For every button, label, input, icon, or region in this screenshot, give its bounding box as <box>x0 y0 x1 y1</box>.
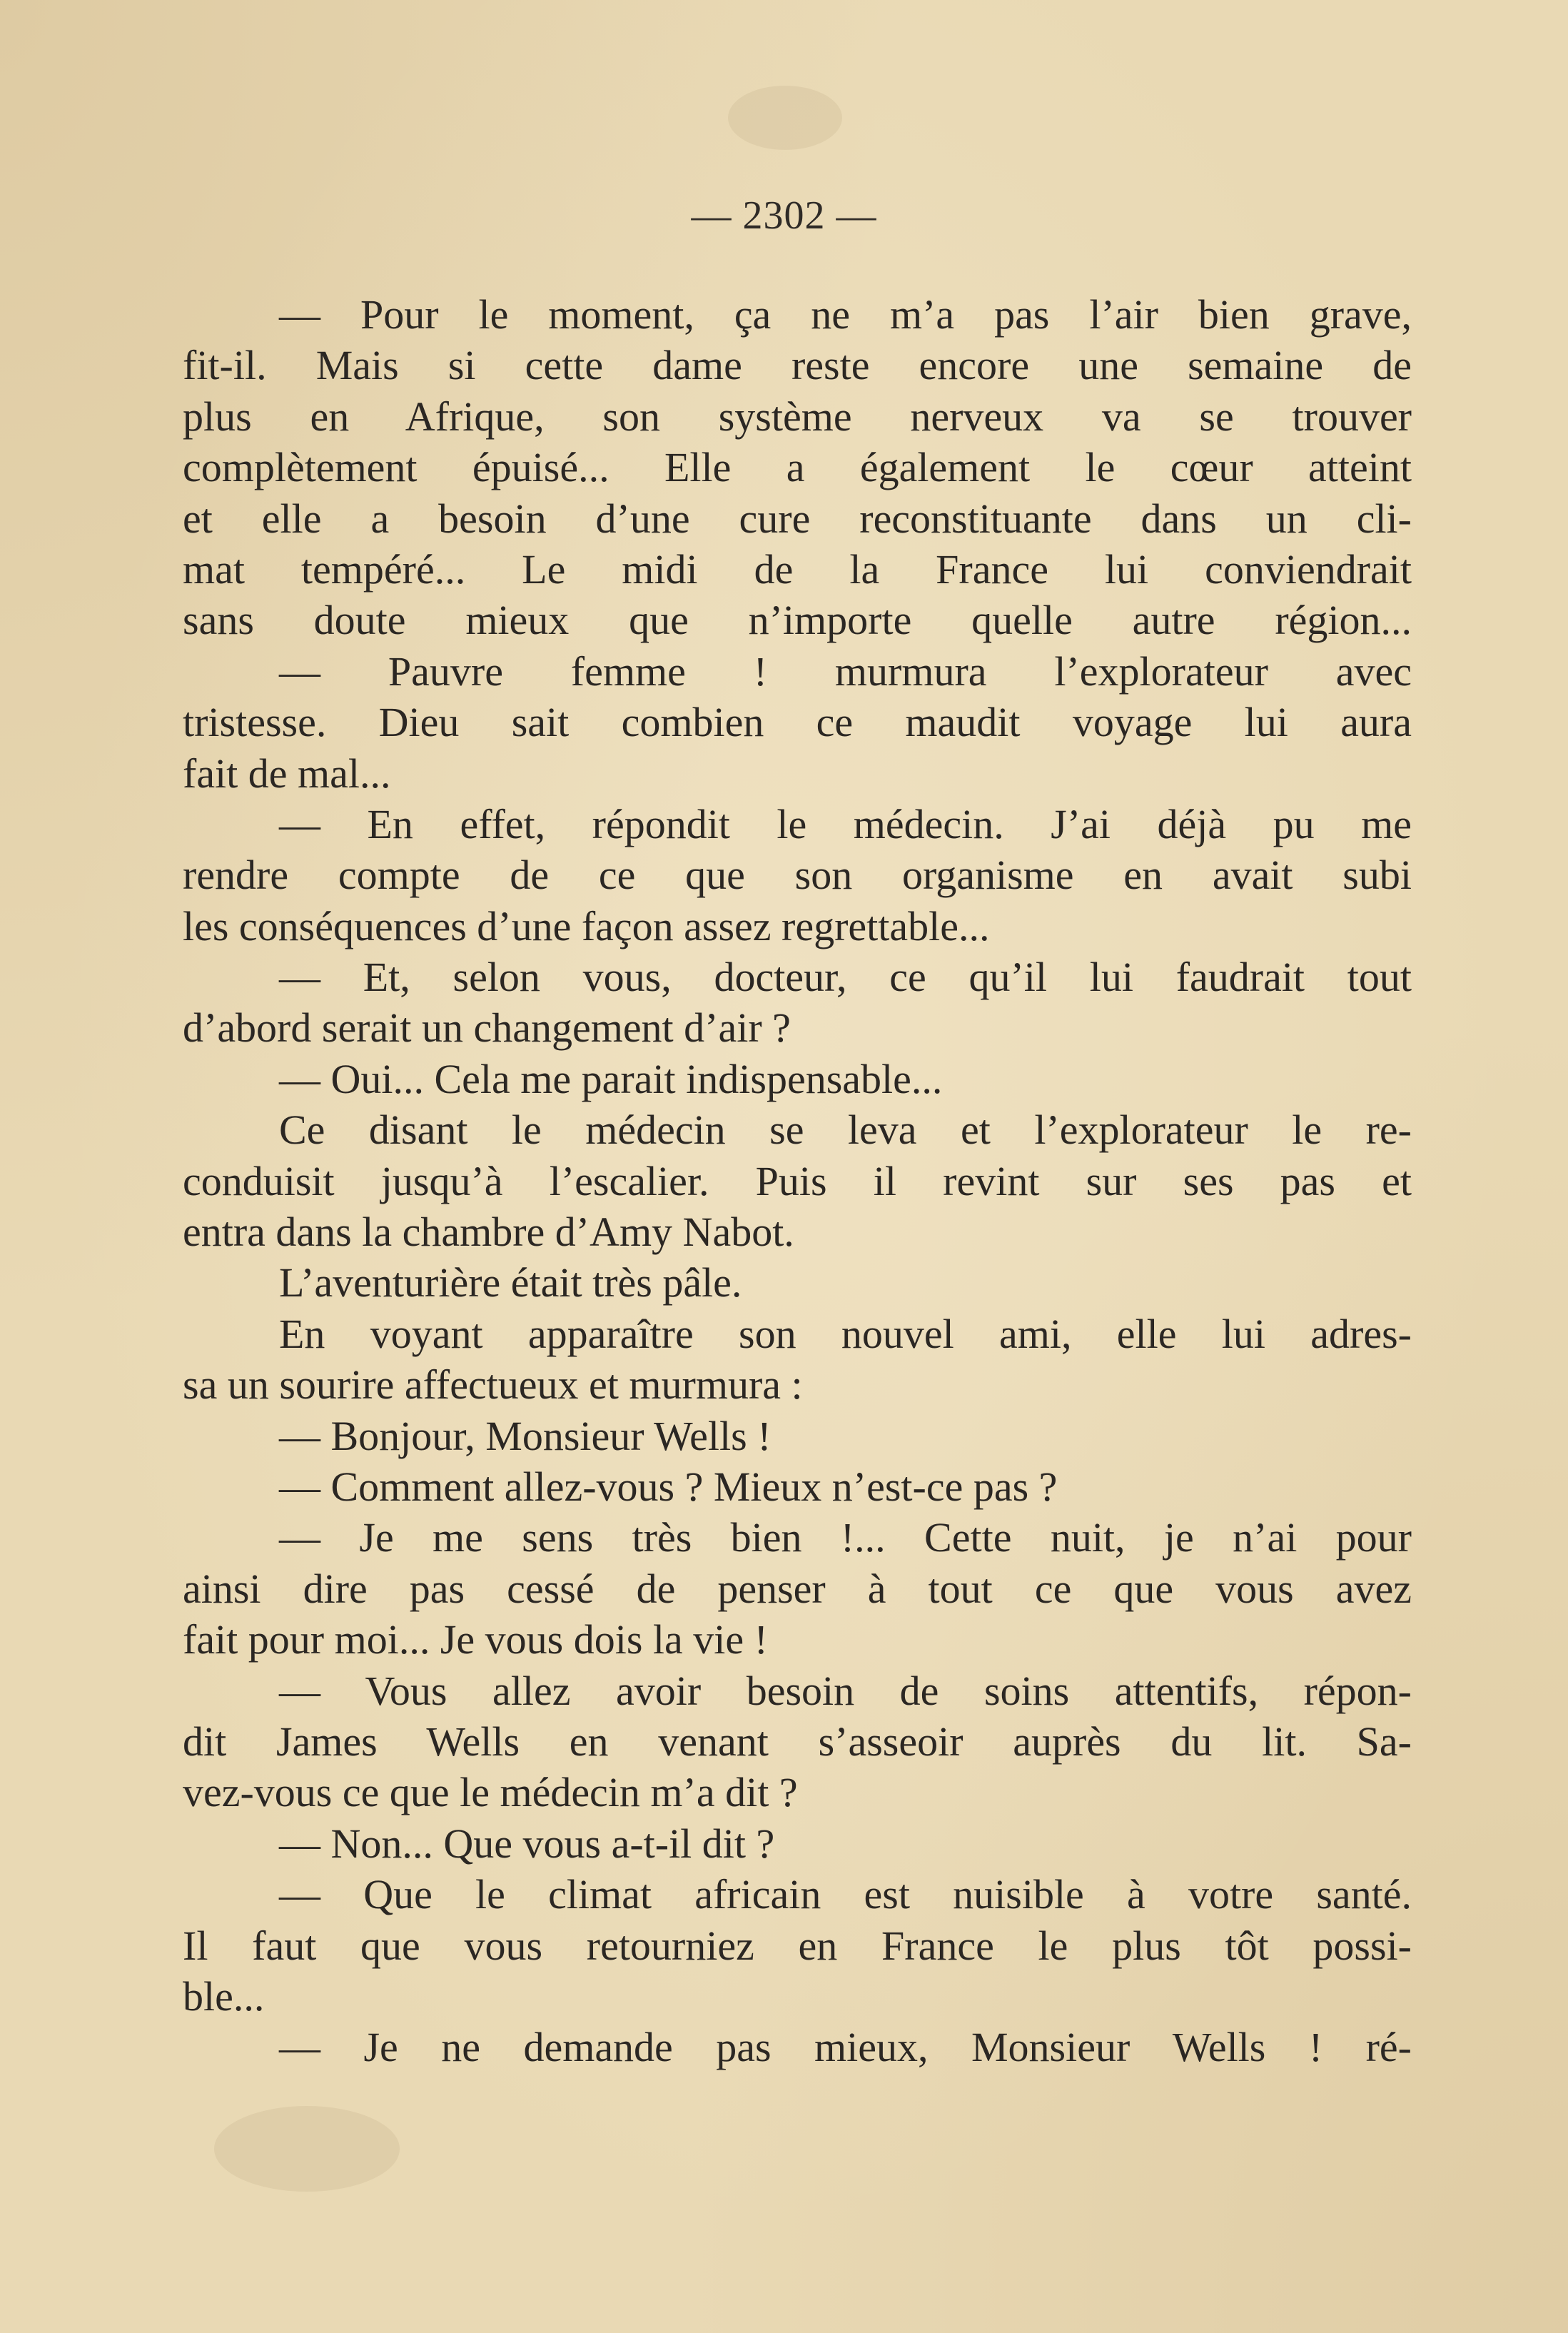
text-line: fait de mal... <box>183 750 391 797</box>
text-line: En voyant apparaître son nouvel ami, elle lui adres- <box>279 1310 1412 1357</box>
text-line: — Je ne demande pas mieux, Monsieur Wells ! ré- <box>279 2024 1412 2071</box>
text-line: Il faut que vous retourniez en France le plus tôt possi- <box>183 1922 1412 1969</box>
paper-stain <box>214 2106 400 2192</box>
paper-stain <box>728 86 842 150</box>
text-line: fit-il. Mais si cette dame reste encore une semaine de <box>183 342 1412 389</box>
text-line: plus en Afrique, son système nerveux va se trouver <box>183 393 1412 440</box>
text-line: fait pour moi... Je vous dois la vie ! <box>183 1616 768 1663</box>
text-line: tristesse. Dieu sait combien ce maudit voyage lui aura <box>183 699 1412 746</box>
text-line: conduisit jusqu’à l’escalier. Puis il revint sur ses pas et <box>183 1157 1412 1204</box>
text-line: sans doute mieux que n’importe quelle autre région... <box>183 597 1412 644</box>
text-line: — Pour le moment, ça ne m’a pas l’air bien grave, <box>279 291 1412 338</box>
text-line: ainsi dire pas cessé de penser à tout ce que vous avez <box>183 1565 1412 1612</box>
text-line: — Bonjour, Monsieur Wells ! <box>279 1412 772 1459</box>
text-line: Ce disant le médecin se leva et l’explorateur le re- <box>279 1107 1412 1154</box>
text-line: dit James Wells en venant s’asseoir auprès du lit. Sa- <box>183 1718 1412 1765</box>
text-line: sa un sourire affectueux et murmura : <box>183 1361 803 1409</box>
text-line: ble... <box>183 1972 265 2020</box>
text-line: — Et, selon vous, docteur, ce qu’il lui faudrait tout <box>279 954 1412 1001</box>
text-line: complètement épuisé... Elle a également le cœur atteint <box>183 444 1412 491</box>
text-line: et elle a besoin d’une cure reconstituante dans un cli- <box>183 495 1412 542</box>
text-line: vez-vous ce que le médecin m’a dit ? <box>183 1769 798 1816</box>
text-line: — Oui... Cela me parait indispensable... <box>279 1055 943 1102</box>
text-line: — Que le climat africain est nuisible à votre santé. <box>279 1871 1412 1918</box>
text-line: rendre compte de ce que son organisme en avait subi <box>183 852 1412 899</box>
text-line: mat tempéré... Le midi de la France lui conviendrait <box>183 545 1412 593</box>
text-line: L’aventurière était très pâle. <box>279 1259 742 1306</box>
text-line: d’abord serait un changement d’air ? <box>183 1004 791 1052</box>
text-line: — Vous allez avoir besoin de soins attentifs, répon- <box>279 1667 1412 1714</box>
text-line: — Comment allez-vous ? Mieux n’est-ce pas ? <box>279 1463 1058 1510</box>
text-line: — En effet, répondit le médecin. J’ai déjà pu me <box>279 800 1412 847</box>
text-line: — Je me sens très bien !... Cette nuit, je n’ai pour <box>279 1514 1412 1561</box>
body-text <box>183 289 1412 2073</box>
text-line: — Pauvre femme ! murmura l’explorateur avec <box>279 648 1412 695</box>
text-line: — Non... Que vous a-t-il dit ? <box>279 1820 775 1867</box>
text-line: les conséquences d’une façon assez regrettable... <box>183 902 990 949</box>
page-number: — 2302 — <box>691 193 877 238</box>
text-line: entra dans la chambre d’Amy Nabot. <box>183 1209 794 1256</box>
